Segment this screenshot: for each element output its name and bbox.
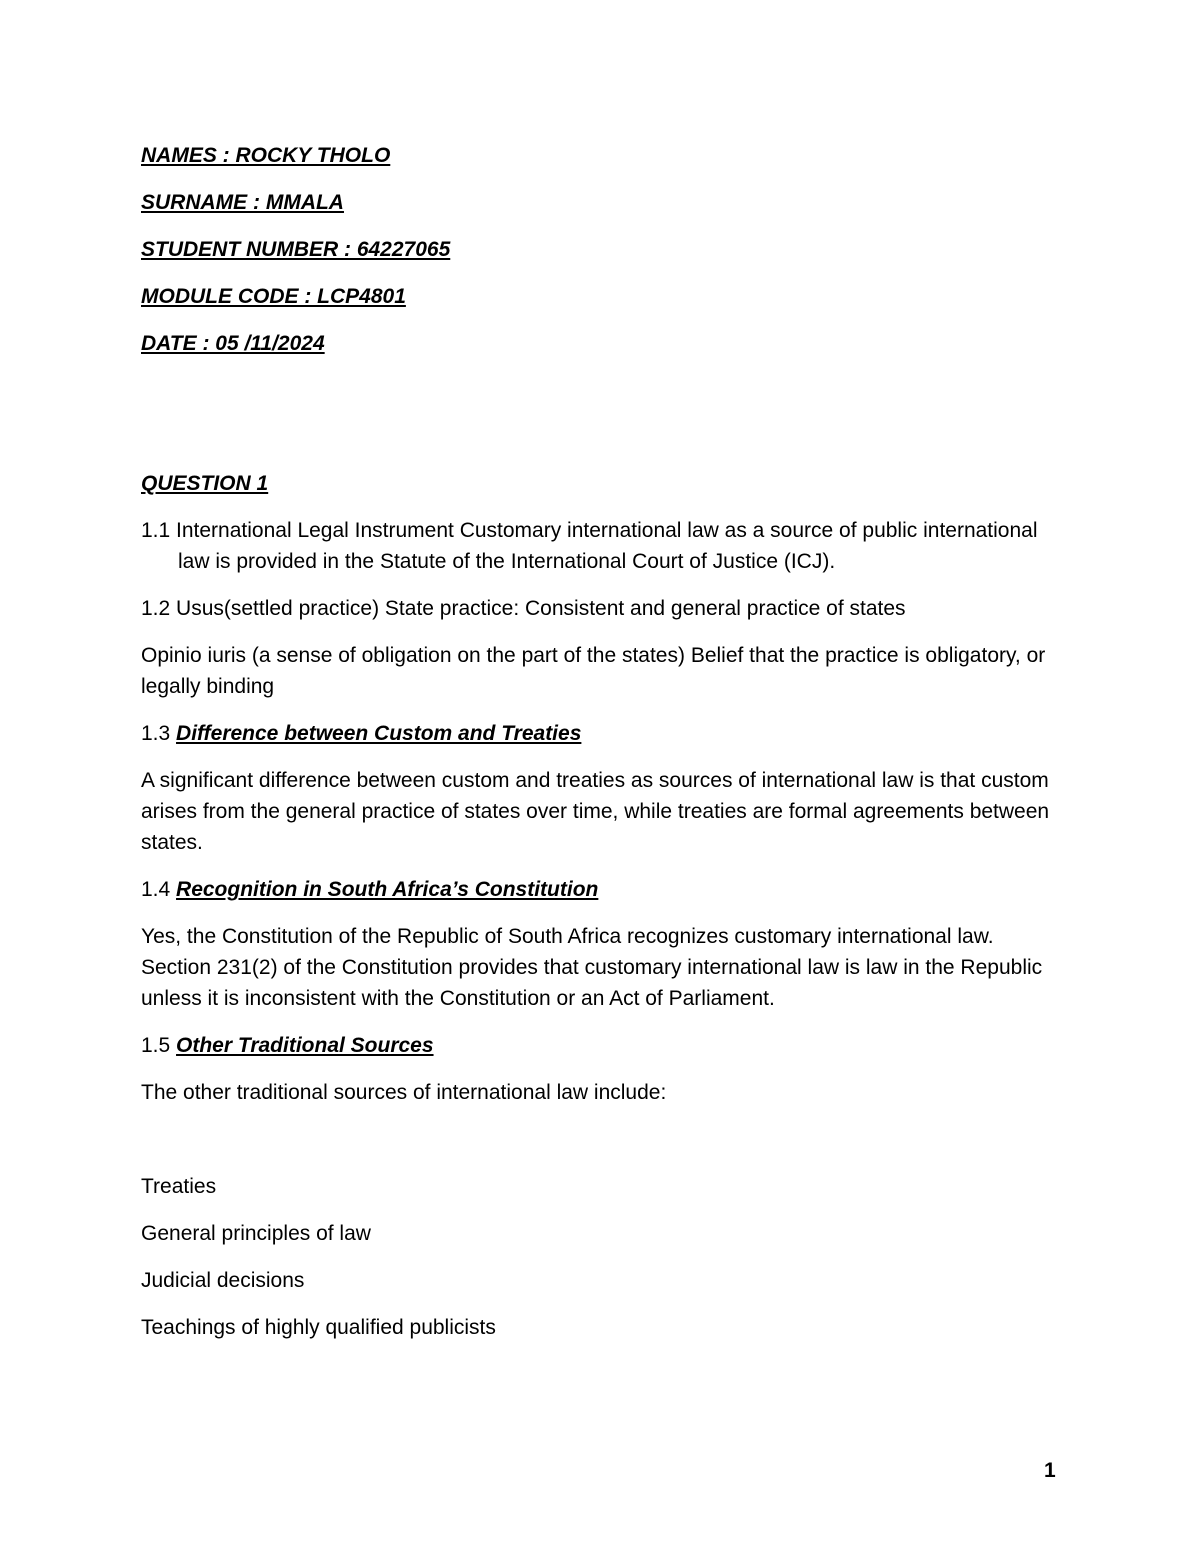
source-item: Treaties (141, 1175, 217, 1198)
source-item: Judicial decisions (141, 1269, 305, 1292)
blank-line (141, 1124, 1061, 1171)
answer-1-5: The other traditional sources of international law include: (141, 1081, 667, 1104)
heading-1-4-title: Recognition in South Africa’s Constitution (176, 878, 599, 901)
surname-line: SURNAME : MMALA (141, 191, 344, 214)
source-item: General principles of law (141, 1222, 371, 1245)
heading-1-5-number: 1.5 (141, 1034, 177, 1057)
page-number: 1 (1044, 1459, 1056, 1482)
answer-1-2: 1.2 Usus(settled practice) State practice: Consistent and general practice of states (141, 597, 906, 620)
answer-1-4: Yes, the Constitution of the Republic of South Africa recognizes customary international law. Section 231(2) of the Constitution provides that customary international law is law in the Republic unless it is inconsistent with the Constitution or an Act of Parliament. (141, 925, 1043, 1010)
heading-1-3-title: Difference between Custom and Treaties (176, 722, 582, 745)
heading-1-3-number: 1.3 (141, 722, 177, 745)
answer-1-2-opinio: Opinio iuris (a sense of obligation on the part of the states) Belief that the practice is obligatory, or legally binding (141, 644, 1046, 698)
heading-1-4 (141, 874, 1061, 905)
date-line: DATE : 05 /11/2024 (141, 332, 325, 355)
heading-1-5 (141, 1030, 1061, 1061)
heading-1-3 (141, 718, 1061, 749)
question-title: QUESTION 1 (141, 472, 269, 495)
heading-1-5-title: Other Traditional Sources (176, 1034, 434, 1057)
student-number-line: STUDENT NUMBER : 64227065 (141, 238, 451, 261)
names-line: NAMES : ROCKY THOLO (141, 144, 391, 167)
answer-1-3: A significant difference between custom and treaties as sources of international law is that custom arises from the general practice of states over time, while treaties are formal agreements between states. (141, 769, 1050, 854)
source-item: Teachings of highly qualified publicists (141, 1316, 496, 1339)
document-body (141, 140, 1061, 1359)
heading-1-4-number: 1.4 (141, 878, 177, 901)
answer-1-1: 1.1 International Legal Instrument Customary international law as a source of public international law is provided in the Statute of the International Court of Justice (ICJ). (141, 519, 1038, 573)
module-code-line: MODULE CODE : LCP4801 (141, 285, 406, 308)
